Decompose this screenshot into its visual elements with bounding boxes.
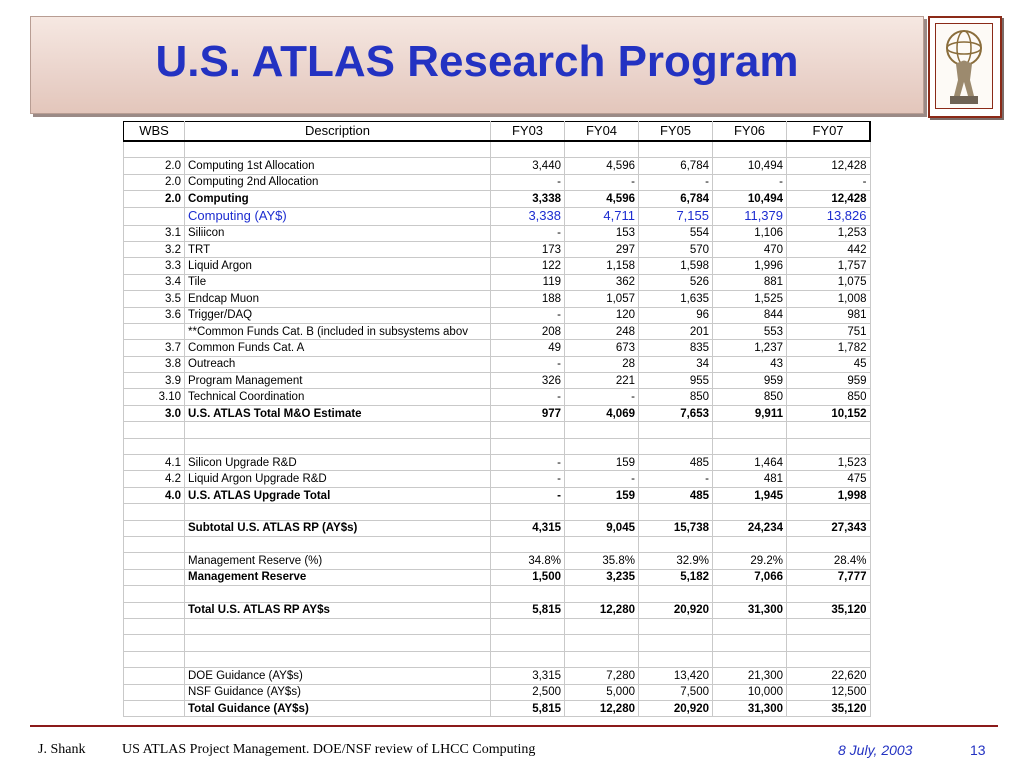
fy06-cell: 1,525 [713,291,787,307]
fy07-cell [787,635,871,651]
fy06-cell: 553 [713,323,787,339]
description-cell: Endcap Muon [185,291,491,307]
fy04-cell: 1,158 [565,258,639,274]
fy06-cell: 24,234 [713,520,787,536]
fy07-cell: 45 [787,356,871,372]
fy04-cell [565,618,639,634]
fy05-cell [639,141,713,158]
fy07-cell: 28.4% [787,553,871,569]
fy07-cell [787,651,871,667]
fy06-cell: 31,300 [713,700,787,716]
fy05-cell: 850 [639,389,713,405]
wbs-cell [124,569,185,585]
header-description: Description [185,122,491,142]
fy03-cell [491,618,565,634]
fy04-cell: 4,711 [565,207,639,225]
fy05-cell: 485 [639,487,713,503]
fy05-cell [639,536,713,552]
fy07-cell: 442 [787,241,871,257]
fy05-cell [639,422,713,438]
wbs-cell: 3.1 [124,225,185,241]
fy03-cell [491,141,565,158]
fy03-cell: - [491,389,565,405]
table-row [124,700,871,716]
fy06-cell: 470 [713,241,787,257]
fy07-cell [787,504,871,520]
wbs-cell: 2.0 [124,191,185,207]
description-cell: Trigger/DAQ [185,307,491,323]
table-row [124,684,871,700]
fy05-cell: 7,500 [639,684,713,700]
description-cell [185,586,491,602]
wbs-cell: 3.10 [124,389,185,405]
fy06-cell: 9,911 [713,405,787,421]
table-row [124,438,871,454]
fy05-cell: 526 [639,274,713,290]
fy04-cell: 28 [565,356,639,372]
fy03-cell [491,635,565,651]
fy03-cell: 977 [491,405,565,421]
fy03-cell: 173 [491,241,565,257]
table-row [124,405,871,421]
description-cell: Total Guidance (AY$s) [185,700,491,716]
fy06-cell: 481 [713,471,787,487]
fy04-cell [565,651,639,667]
wbs-cell [124,668,185,684]
fy07-cell: 35,120 [787,602,871,618]
table-row [124,553,871,569]
fy05-cell: 485 [639,455,713,471]
budget-table [123,121,871,717]
wbs-cell: 3.2 [124,241,185,257]
fy05-cell: 13,420 [639,668,713,684]
wbs-cell: 3.6 [124,307,185,323]
fy07-cell: 1,782 [787,340,871,356]
fy03-cell: 34.8% [491,553,565,569]
fy06-cell: 43 [713,356,787,372]
wbs-cell [124,323,185,339]
fy06-cell [713,586,787,602]
fy03-cell [491,651,565,667]
fy06-cell: - [713,174,787,190]
description-cell: NSF Guidance (AY$s) [185,684,491,700]
fy06-cell: 959 [713,373,787,389]
table-row [124,207,871,225]
table-header-row [124,122,871,142]
header-wbs: WBS [124,122,185,142]
header-fy04: FY04 [565,122,639,142]
table-row [124,174,871,190]
fy04-cell [565,438,639,454]
wbs-cell [124,504,185,520]
description-cell: Computing 2nd Allocation [185,174,491,190]
fy05-cell: 7,653 [639,405,713,421]
table-row [124,536,871,552]
fy05-cell: 6,784 [639,158,713,174]
fy03-cell: 3,440 [491,158,565,174]
fy04-cell: 362 [565,274,639,290]
fy07-cell: 475 [787,471,871,487]
fy03-cell: 3,315 [491,668,565,684]
fy07-cell: 850 [787,389,871,405]
fy04-cell: 297 [565,241,639,257]
wbs-cell [124,536,185,552]
table-row [124,158,871,174]
header-fy07: FY07 [787,122,871,142]
table-row [124,520,871,536]
fy04-cell [565,141,639,158]
description-cell: Siliicon [185,225,491,241]
table-row [124,504,871,520]
fy07-cell: 1,757 [787,258,871,274]
table-row [124,307,871,323]
fy03-cell: - [491,307,565,323]
fy06-cell: 844 [713,307,787,323]
fy05-cell [639,635,713,651]
fy06-cell: 7,066 [713,569,787,585]
table-row [124,455,871,471]
header-fy06: FY06 [713,122,787,142]
wbs-cell [124,684,185,700]
fy04-cell [565,635,639,651]
fy06-cell: 1,945 [713,487,787,503]
description-cell: U.S. ATLAS Total M&O Estimate [185,405,491,421]
fy03-cell [491,422,565,438]
wbs-cell [124,618,185,634]
fy06-cell [713,536,787,552]
fy03-cell: 5,815 [491,700,565,716]
wbs-cell [124,141,185,158]
fy05-cell [639,504,713,520]
fy03-cell: - [491,471,565,487]
fy06-cell: 11,379 [713,207,787,225]
wbs-cell [124,635,185,651]
wbs-cell [124,553,185,569]
description-cell [185,618,491,634]
fy06-cell: 29.2% [713,553,787,569]
fy04-cell: - [565,174,639,190]
fy05-cell: - [639,471,713,487]
fy04-cell: 1,057 [565,291,639,307]
fy04-cell [565,586,639,602]
fy04-cell [565,422,639,438]
header-fy05: FY05 [639,122,713,142]
fy04-cell: 5,000 [565,684,639,700]
wbs-cell: 2.0 [124,174,185,190]
fy07-cell: 1,075 [787,274,871,290]
fy03-cell: 1,500 [491,569,565,585]
wbs-cell: 2.0 [124,158,185,174]
description-cell: Common Funds Cat. A [185,340,491,356]
description-cell [185,651,491,667]
table-row [124,602,871,618]
fy04-cell: 12,280 [565,602,639,618]
wbs-cell [124,651,185,667]
wbs-cell: 4.2 [124,471,185,487]
description-cell: **Common Funds Cat. B (included in subsystems abov [185,323,491,339]
table-row [124,225,871,241]
table-row [124,356,871,372]
fy04-cell: 120 [565,307,639,323]
fy04-cell: 3,235 [565,569,639,585]
description-cell: Technical Coordination [185,389,491,405]
fy05-cell: 1,598 [639,258,713,274]
description-cell: Total U.S. ATLAS RP AY$s [185,602,491,618]
description-cell: Computing (AY$) [185,207,491,225]
fy06-cell: 10,494 [713,191,787,207]
description-cell [185,438,491,454]
footer-date: 8 July, 2003 [838,742,913,758]
table-row [124,258,871,274]
wbs-cell: 3.5 [124,291,185,307]
fy05-cell: 7,155 [639,207,713,225]
table-row [124,191,871,207]
fy06-cell: 1,464 [713,455,787,471]
fy07-cell: 981 [787,307,871,323]
description-cell: U.S. ATLAS Upgrade Total [185,487,491,503]
fy07-cell: 959 [787,373,871,389]
fy03-cell: 2,500 [491,684,565,700]
description-cell: Liquid Argon Upgrade R&D [185,471,491,487]
description-cell: Liquid Argon [185,258,491,274]
description-cell [185,504,491,520]
fy04-cell: 9,045 [565,520,639,536]
fy07-cell: 1,008 [787,291,871,307]
fy04-cell [565,536,639,552]
fy04-cell: 153 [565,225,639,241]
fy03-cell: 4,315 [491,520,565,536]
fy07-cell: 7,777 [787,569,871,585]
wbs-cell [124,602,185,618]
table-row [124,487,871,503]
fy07-cell [787,141,871,158]
fy06-cell: 1,106 [713,225,787,241]
wbs-cell [124,520,185,536]
wbs-cell: 3.4 [124,274,185,290]
fy04-cell: 248 [565,323,639,339]
fy04-cell: 4,596 [565,191,639,207]
fy05-cell [639,438,713,454]
fy03-cell: - [491,225,565,241]
wbs-cell: 4.1 [124,455,185,471]
fy05-cell: 96 [639,307,713,323]
header-fy03: FY03 [491,122,565,142]
fy03-cell: 3,338 [491,191,565,207]
description-cell: Outreach [185,356,491,372]
fy06-cell: 850 [713,389,787,405]
fy06-cell: 31,300 [713,602,787,618]
fy07-cell: 10,152 [787,405,871,421]
fy05-cell: 835 [639,340,713,356]
description-cell: Computing 1st Allocation [185,158,491,174]
fy03-cell: 3,338 [491,207,565,225]
description-cell [185,422,491,438]
fy03-cell: 119 [491,274,565,290]
wbs-cell: 3.8 [124,356,185,372]
fy03-cell: - [491,356,565,372]
fy05-cell: 20,920 [639,700,713,716]
fy07-cell: 1,998 [787,487,871,503]
fy06-cell: 21,300 [713,668,787,684]
fy05-cell: 20,920 [639,602,713,618]
fy03-cell: - [491,174,565,190]
table-row [124,668,871,684]
table-row [124,373,871,389]
description-cell: Management Reserve (%) [185,553,491,569]
table-row [124,586,871,602]
table-row [124,241,871,257]
table-row [124,141,871,158]
fy05-cell: 32.9% [639,553,713,569]
description-cell: Computing [185,191,491,207]
footer-author: J. Shank [38,742,86,757]
fy03-cell: 122 [491,258,565,274]
fy06-cell: 10,494 [713,158,787,174]
fy04-cell: 4,069 [565,405,639,421]
fy05-cell [639,586,713,602]
fy06-cell [713,635,787,651]
atlas-statue-icon [935,23,993,109]
fy07-cell: 12,428 [787,158,871,174]
wbs-cell: 3.3 [124,258,185,274]
table-row [124,569,871,585]
wbs-cell [124,586,185,602]
fy07-cell [787,536,871,552]
fy07-cell: 12,500 [787,684,871,700]
fy06-cell [713,651,787,667]
fy03-cell: 188 [491,291,565,307]
table-row [124,422,871,438]
fy05-cell: 5,182 [639,569,713,585]
fy04-cell: 35.8% [565,553,639,569]
description-cell: Program Management [185,373,491,389]
table-row [124,471,871,487]
fy05-cell: 34 [639,356,713,372]
fy04-cell: 221 [565,373,639,389]
fy05-cell: 1,635 [639,291,713,307]
fy04-cell: 7,280 [565,668,639,684]
wbs-cell: 3.7 [124,340,185,356]
description-cell [185,141,491,158]
fy06-cell: 1,996 [713,258,787,274]
fy07-cell: 35,120 [787,700,871,716]
fy05-cell: 955 [639,373,713,389]
fy03-cell: 208 [491,323,565,339]
wbs-cell: 3.0 [124,405,185,421]
table-row [124,651,871,667]
fy05-cell [639,651,713,667]
wbs-cell [124,422,185,438]
fy05-cell: 15,738 [639,520,713,536]
table-row [124,323,871,339]
slide-title: U.S. ATLAS Research Program [155,37,799,86]
atlas-logo [928,16,1002,118]
fy05-cell: 554 [639,225,713,241]
title-banner [30,16,924,114]
fy04-cell: - [565,471,639,487]
fy07-cell: 27,343 [787,520,871,536]
fy03-cell [491,586,565,602]
fy05-cell [639,618,713,634]
fy05-cell: 201 [639,323,713,339]
fy03-cell: - [491,455,565,471]
table-row [124,389,871,405]
table-row [124,618,871,634]
fy07-cell: 22,620 [787,668,871,684]
fy05-cell: - [639,174,713,190]
fy07-cell: 13,826 [787,207,871,225]
fy04-cell [565,504,639,520]
wbs-cell [124,700,185,716]
page-number: 13 [970,742,986,758]
fy07-cell: 751 [787,323,871,339]
fy07-cell [787,438,871,454]
fy03-cell: 49 [491,340,565,356]
fy06-cell [713,504,787,520]
fy07-cell [787,618,871,634]
fy06-cell [713,618,787,634]
fy05-cell: 570 [639,241,713,257]
wbs-cell: 3.9 [124,373,185,389]
fy03-cell [491,504,565,520]
fy03-cell: - [491,487,565,503]
table-row [124,340,871,356]
wbs-cell [124,438,185,454]
wbs-cell: 4.0 [124,487,185,503]
fy06-cell [713,438,787,454]
footer-title: US ATLAS Project Management. DOE/NSF review of LHCC Computing [122,742,536,757]
fy07-cell: 12,428 [787,191,871,207]
fy06-cell [713,422,787,438]
fy04-cell: - [565,389,639,405]
footer-divider [30,725,998,727]
description-cell: DOE Guidance (AY$s) [185,668,491,684]
description-cell [185,536,491,552]
fy04-cell: 673 [565,340,639,356]
fy06-cell: 1,237 [713,340,787,356]
fy07-cell: 1,253 [787,225,871,241]
description-cell: Management Reserve [185,569,491,585]
fy07-cell: - [787,174,871,190]
fy03-cell [491,536,565,552]
fy07-cell: 1,523 [787,455,871,471]
description-cell [185,635,491,651]
fy06-cell [713,141,787,158]
fy03-cell: 326 [491,373,565,389]
fy04-cell: 159 [565,455,639,471]
description-cell: Silicon Upgrade R&D [185,455,491,471]
description-cell: Subtotal U.S. ATLAS RP (AY$s) [185,520,491,536]
wbs-cell [124,207,185,225]
fy03-cell [491,438,565,454]
fy04-cell: 4,596 [565,158,639,174]
fy05-cell: 6,784 [639,191,713,207]
fy04-cell: 159 [565,487,639,503]
fy07-cell [787,586,871,602]
description-cell: Tile [185,274,491,290]
table-row [124,274,871,290]
table-row [124,291,871,307]
table-row [124,635,871,651]
fy04-cell: 12,280 [565,700,639,716]
fy03-cell: 5,815 [491,602,565,618]
fy06-cell: 10,000 [713,684,787,700]
fy07-cell [787,422,871,438]
fy06-cell: 881 [713,274,787,290]
description-cell: TRT [185,241,491,257]
